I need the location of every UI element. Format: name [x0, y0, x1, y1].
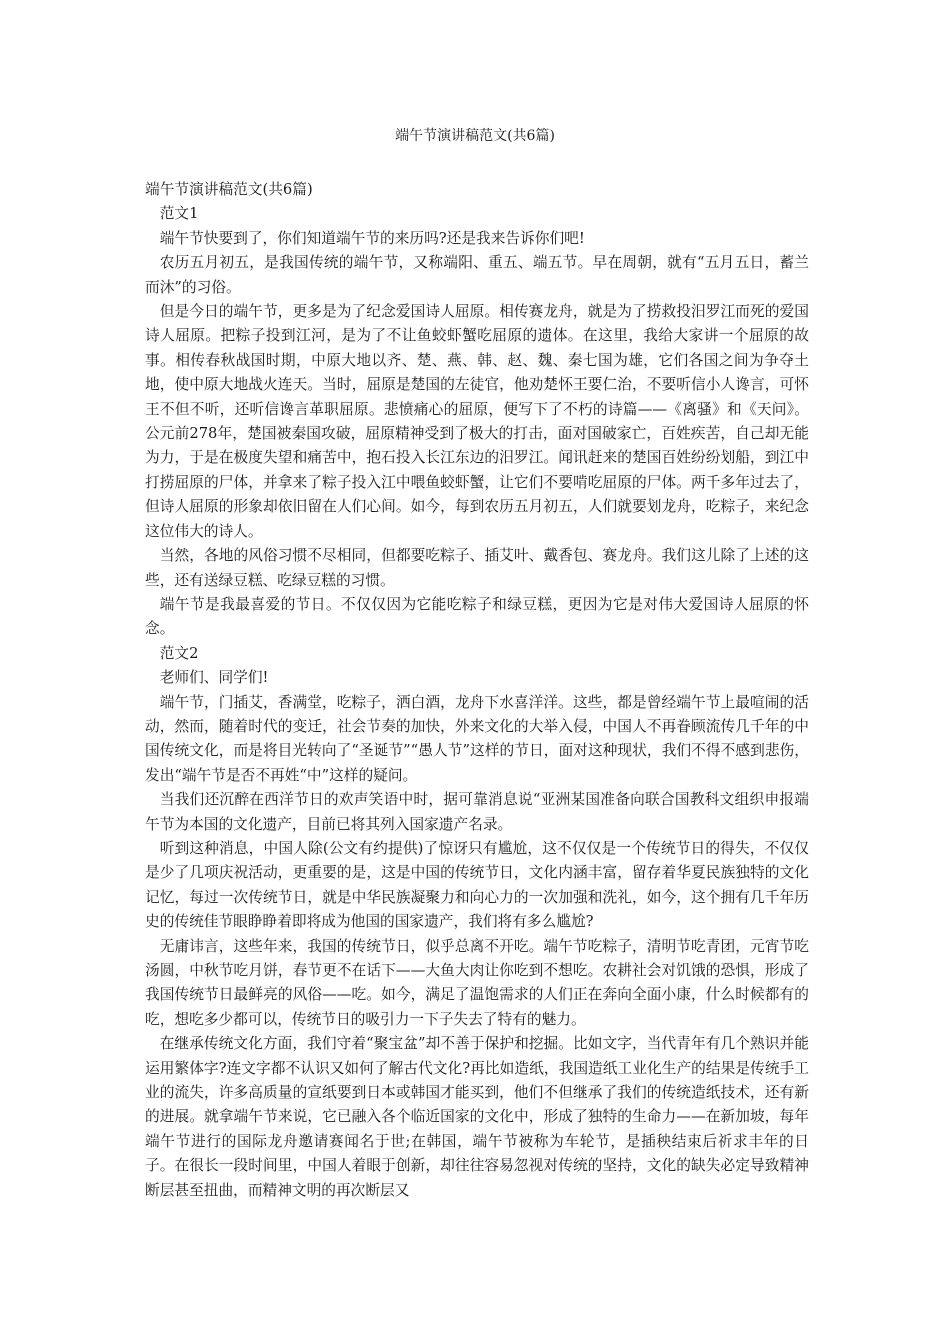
paragraph: 当我们还沉醉在西洋节日的欢声笑语中时，据可靠消息说“亚洲某国准备向联合国教科文组织申报端午节为本国的文化遗产，目前已将其列入国家遗产名录。 — [145, 791, 809, 833]
paragraph: 但是今日的端午节，更多是为了纪念爱国诗人屈原。相传赛龙舟，就是为了捞救投汨罗江而死的爱国诗人屈原。把粽子投到江河，是为了不让鱼蛟虾蟹吃屈原的遗体。在这里，我给大家讲一个屈原的故事。相传春秋战国时期，中原大地以齐、楚、燕、韩、赵、魏、秦七国为雄，它们各国之间为争夺土地，使中原大地战火连天。当时，屈原是楚国的左徒官，他劝楚怀王要仁治，不要听信小人谗言，可怀王不但不听，还听信谗言革职屈原。悲愤痛心的屈原，便写下了不朽的诗篇——《离骚》和《天问》。公元前278年，楚国被秦国攻破，屈原精神受到了极大的打击，面对国破家亡，百姓疾苦，自己却无能为力，于是在极度失望和痛苦中，抱石投入长江东边的汨罗江。闻讯赶来的楚国百姓纷纷划船，到江中打捞屈原的尸体，并拿来了粽子投入江中喂鱼蛟虾蟹，让它们不要啃吃屈原的尸体。两千多年过去了，但诗人屈原的形象却依旧留在人们心间。如今，每到农历五月初五，人们就要划龙舟，吃粽子，来纪念这位伟大的诗人。 — [145, 303, 809, 540]
page-header-title: 端午节演讲稿范文(共6篇) — [395, 128, 555, 144]
section-heading: 范文1 — [159, 205, 199, 223]
paragraph: 老师们、同学们! — [159, 669, 269, 687]
paragraph: 无庸讳言，这些年来，我国的传统节日，似乎总离不开吃。端午节吃粽子，清明节吃青团，元宵节吃汤圆，中秋节吃月饼，春节更不在话下——大鱼大肉让你吃到不想吃。农耕社会对饥饿的恐惧，形成了我国传统节日最鲜亮的风俗——吃。如今，满足了温饱需求的人们正在奔向全面小康，什么时候都有的吃，想吃多少都可以，传统节日的吸引力一下子失去了特有的魅力。 — [145, 937, 809, 1028]
paragraph: 在继承传统文化方面，我们守着“聚宝盆”却不善于保护和挖掘。比如文字，当代青年有几个熟识并能运用繁体字?连文字都不认识又如何了解古代文化?再比如造纸，我国造纸工业化生产的结果是传统手工业的流失，许多高质量的宣纸要到日本或韩国才能买到，他们不但继承了我们的传统造纸技术，还有新的进展。就拿端午节来说，它已融入各个临近国家的文化中，形成了独特的生命力——在新加坡，每年端午节进行的国际龙舟邀请赛闻名于世;在韩国，端午节被称为车轮节，是插秧结束后祈求丰年的日子。在很长一段时间里，中国人着眼于创新，却往往容易忽视对传统的坚持，文化的缺失必定导致精神断层甚至扭曲，而精神文明的再次断层又 — [145, 1035, 809, 1199]
paragraph: 端午节快要到了，你们知道端午节的来历吗?还是我来告诉你们吧! — [159, 229, 585, 247]
document-title: 端午节演讲稿范文(共6篇) — [145, 181, 313, 198]
paragraph: 农历五月初五，是我国传统的端午节，又称端阳、重五、端五节。早在周朝，就有“五月五日，蓄兰而沐”的习俗。 — [145, 254, 809, 296]
section-heading: 范文2 — [159, 644, 199, 662]
paragraph: 端午节，门插艾，香满堂，吃粽子，洒白酒，龙舟下水喜洋洋。这些，都是曾经端午节上最喧闹的活动，然而，随着时代的变迁，社会节奏的加快，外来文化的大举入侵，中国人不再眷顾流传几千年的中国传统文化，而是将目光转向了“圣诞节”“愚人节”这样的节日，面对这种现状，我们不得不感到悲伤，发出“端午节是否不再姓“中”这样的疑问。 — [145, 693, 809, 784]
paragraph: 听到这种消息，中国人除(公文有约提供)了惊讶只有尴尬，这不仅仅是一个传统节日的得失，不仅仅是少了几项庆祝活动，更重要的是，这是中国的传统节日，文化内涵丰富，留存着华夏民族独特的文化记忆，每过一次传统节日，就是中华民族凝聚力和向心力的一次加强和洗礼，如今，这个拥有几千年历史的传统佳节眼睁睁着即将成为他国的国家遗产，我们将有多么尴尬? — [145, 839, 809, 931]
paragraph: 端午节是我最喜爱的节日。不仅仅因为它能吃粽子和绿豆糕，更因为它是对伟大爱国诗人屈原的怀念。 — [145, 595, 809, 638]
paragraph: 当然，各地的风俗习惯不尽相同，但都要吃粽子、插艾叶、戴香包、赛龙舟。我们这儿除了上述的这些，还有送绿豆糕、吃绿豆糕的习惯。 — [145, 547, 809, 589]
document-body — [145, 178, 809, 1203]
